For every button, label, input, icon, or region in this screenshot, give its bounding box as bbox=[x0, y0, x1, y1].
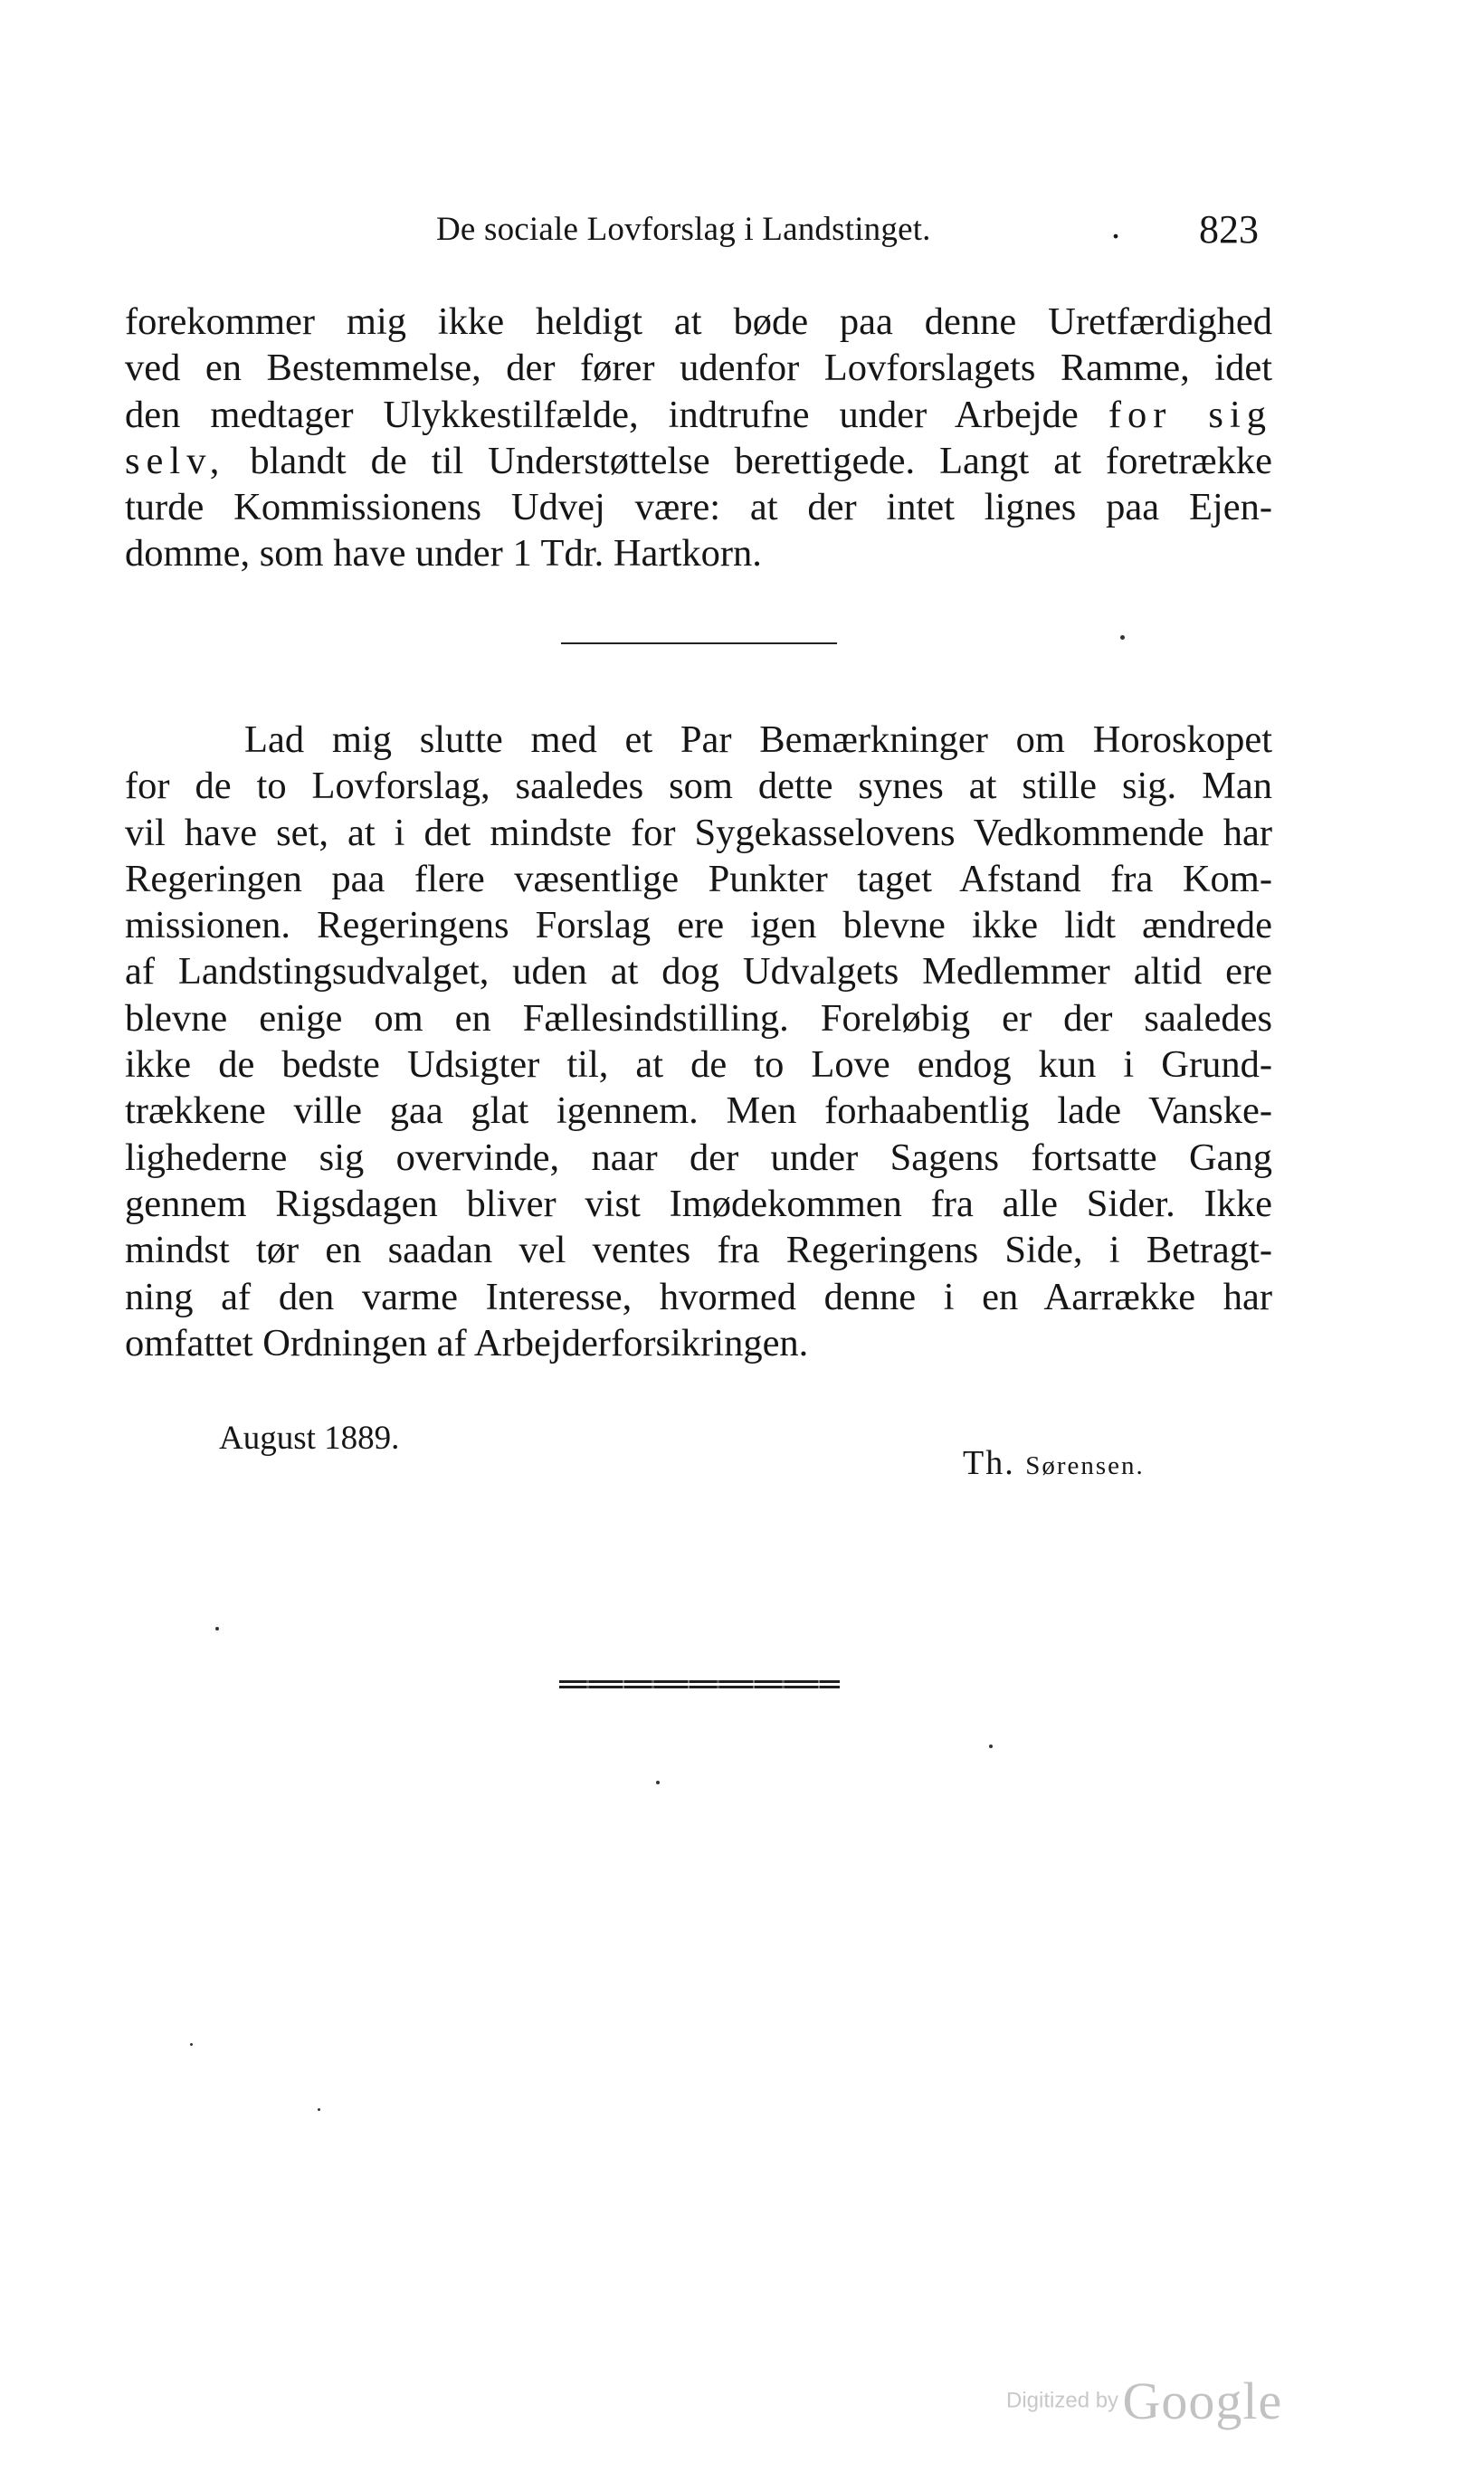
end-ornament-rule bbox=[559, 1680, 840, 1691]
emphasized-text: selv, bbox=[125, 439, 226, 482]
text-line: domme, som have under 1 Tdr. Hartkorn. bbox=[125, 532, 762, 575]
ink-speck bbox=[215, 1627, 219, 1631]
closing-date: August 1889. bbox=[219, 1420, 400, 1457]
text-line: gennem Rigsdagen bliver vist Imødekommen fra alle Sider. Ikke bbox=[125, 1182, 1272, 1225]
text-line: ning af den varme Interesse, hvormed denne i en Aarrække har bbox=[125, 1275, 1272, 1318]
author-signature bbox=[963, 1443, 1145, 1483]
text-line: turde Kommissionens Udvej være: at der intet lignes paa Ejen- bbox=[125, 486, 1272, 529]
page-number: 823 bbox=[1199, 207, 1259, 252]
digitized-by-google-watermark bbox=[1006, 2371, 1282, 2431]
text-line: ved en Bestemmelse, der fører udenfor Lovforslagets Ramme, idet bbox=[125, 347, 1272, 390]
text-span: blandt de til Understøttelse berettigede. Langt at foretrække bbox=[250, 439, 1273, 482]
text-line: ikke de bedste Udsigter til, at de to Love endog kun i Grund- bbox=[125, 1043, 1272, 1087]
emphasized-text: for sig bbox=[1108, 393, 1273, 436]
running-head-title: De sociale Lovforslag i Landstinget. bbox=[436, 211, 931, 248]
ink-speck bbox=[318, 2108, 320, 2111]
google-logo: Google bbox=[1122, 2372, 1283, 2430]
ornament-line bbox=[559, 1686, 840, 1688]
paragraph-1 bbox=[125, 299, 1272, 577]
text-line bbox=[125, 392, 1272, 438]
text-line: af Landstingsudvalget, uden at dog Udvalgets Medlemmer altid ere bbox=[125, 950, 1272, 994]
watermark-prefix: Digitized by bbox=[1006, 2388, 1119, 2413]
text-line bbox=[125, 438, 1272, 484]
signature-initial: Th. bbox=[963, 1444, 1015, 1482]
text-line: mindst tør en saadan vel ventes fra Regeringens Side, i Betragt- bbox=[125, 1229, 1272, 1272]
text-line: trækkene ville gaa glat igennem. Men forhaabentlig lade Vanske- bbox=[125, 1089, 1272, 1133]
text-line: vil have set, at i det mindste for Sygekasselovens Vedkommende har bbox=[125, 811, 1272, 854]
text-line: missionen. Regeringens Forslag ere igen blevne ikke lidt ændrede bbox=[125, 904, 1272, 947]
signature-surname: Sørensen. bbox=[1025, 1451, 1145, 1480]
text-line: for de to Lovforslag, saaledes som dette synes at stille sig. Man bbox=[125, 765, 1272, 808]
ornament-line bbox=[559, 1680, 840, 1683]
text-line: Regeringen paa flere væsentlige Punkter taget Afstand fra Kom- bbox=[125, 857, 1272, 900]
running-head-dot: . bbox=[1111, 205, 1120, 246]
text-line: blevne enige om en Fællesindstilling. Foreløbig er der saaledes bbox=[125, 996, 1272, 1040]
text-span: den medtager Ulykkestilfælde, indtrufne under Arbejde bbox=[125, 393, 1079, 436]
text-line: Lad mig slutte med et Par Bemærkninger om Horoskopet bbox=[244, 718, 1272, 761]
ink-speck bbox=[656, 1781, 660, 1784]
text-line: forekommer mig ikke heldigt at bøde paa denne Uretfærdighed bbox=[125, 300, 1272, 343]
section-divider bbox=[561, 642, 837, 644]
paragraph-2 bbox=[125, 717, 1272, 1366]
ink-speck bbox=[190, 2043, 193, 2046]
text-line: omfattet Ordningen af Arbejderforsikringen. bbox=[125, 1321, 809, 1364]
ink-speck bbox=[989, 1745, 993, 1748]
ink-speck bbox=[1120, 635, 1125, 640]
text-line: lighederne sig overvinde, naar der under Sagens fortsatte Gang bbox=[125, 1136, 1272, 1179]
